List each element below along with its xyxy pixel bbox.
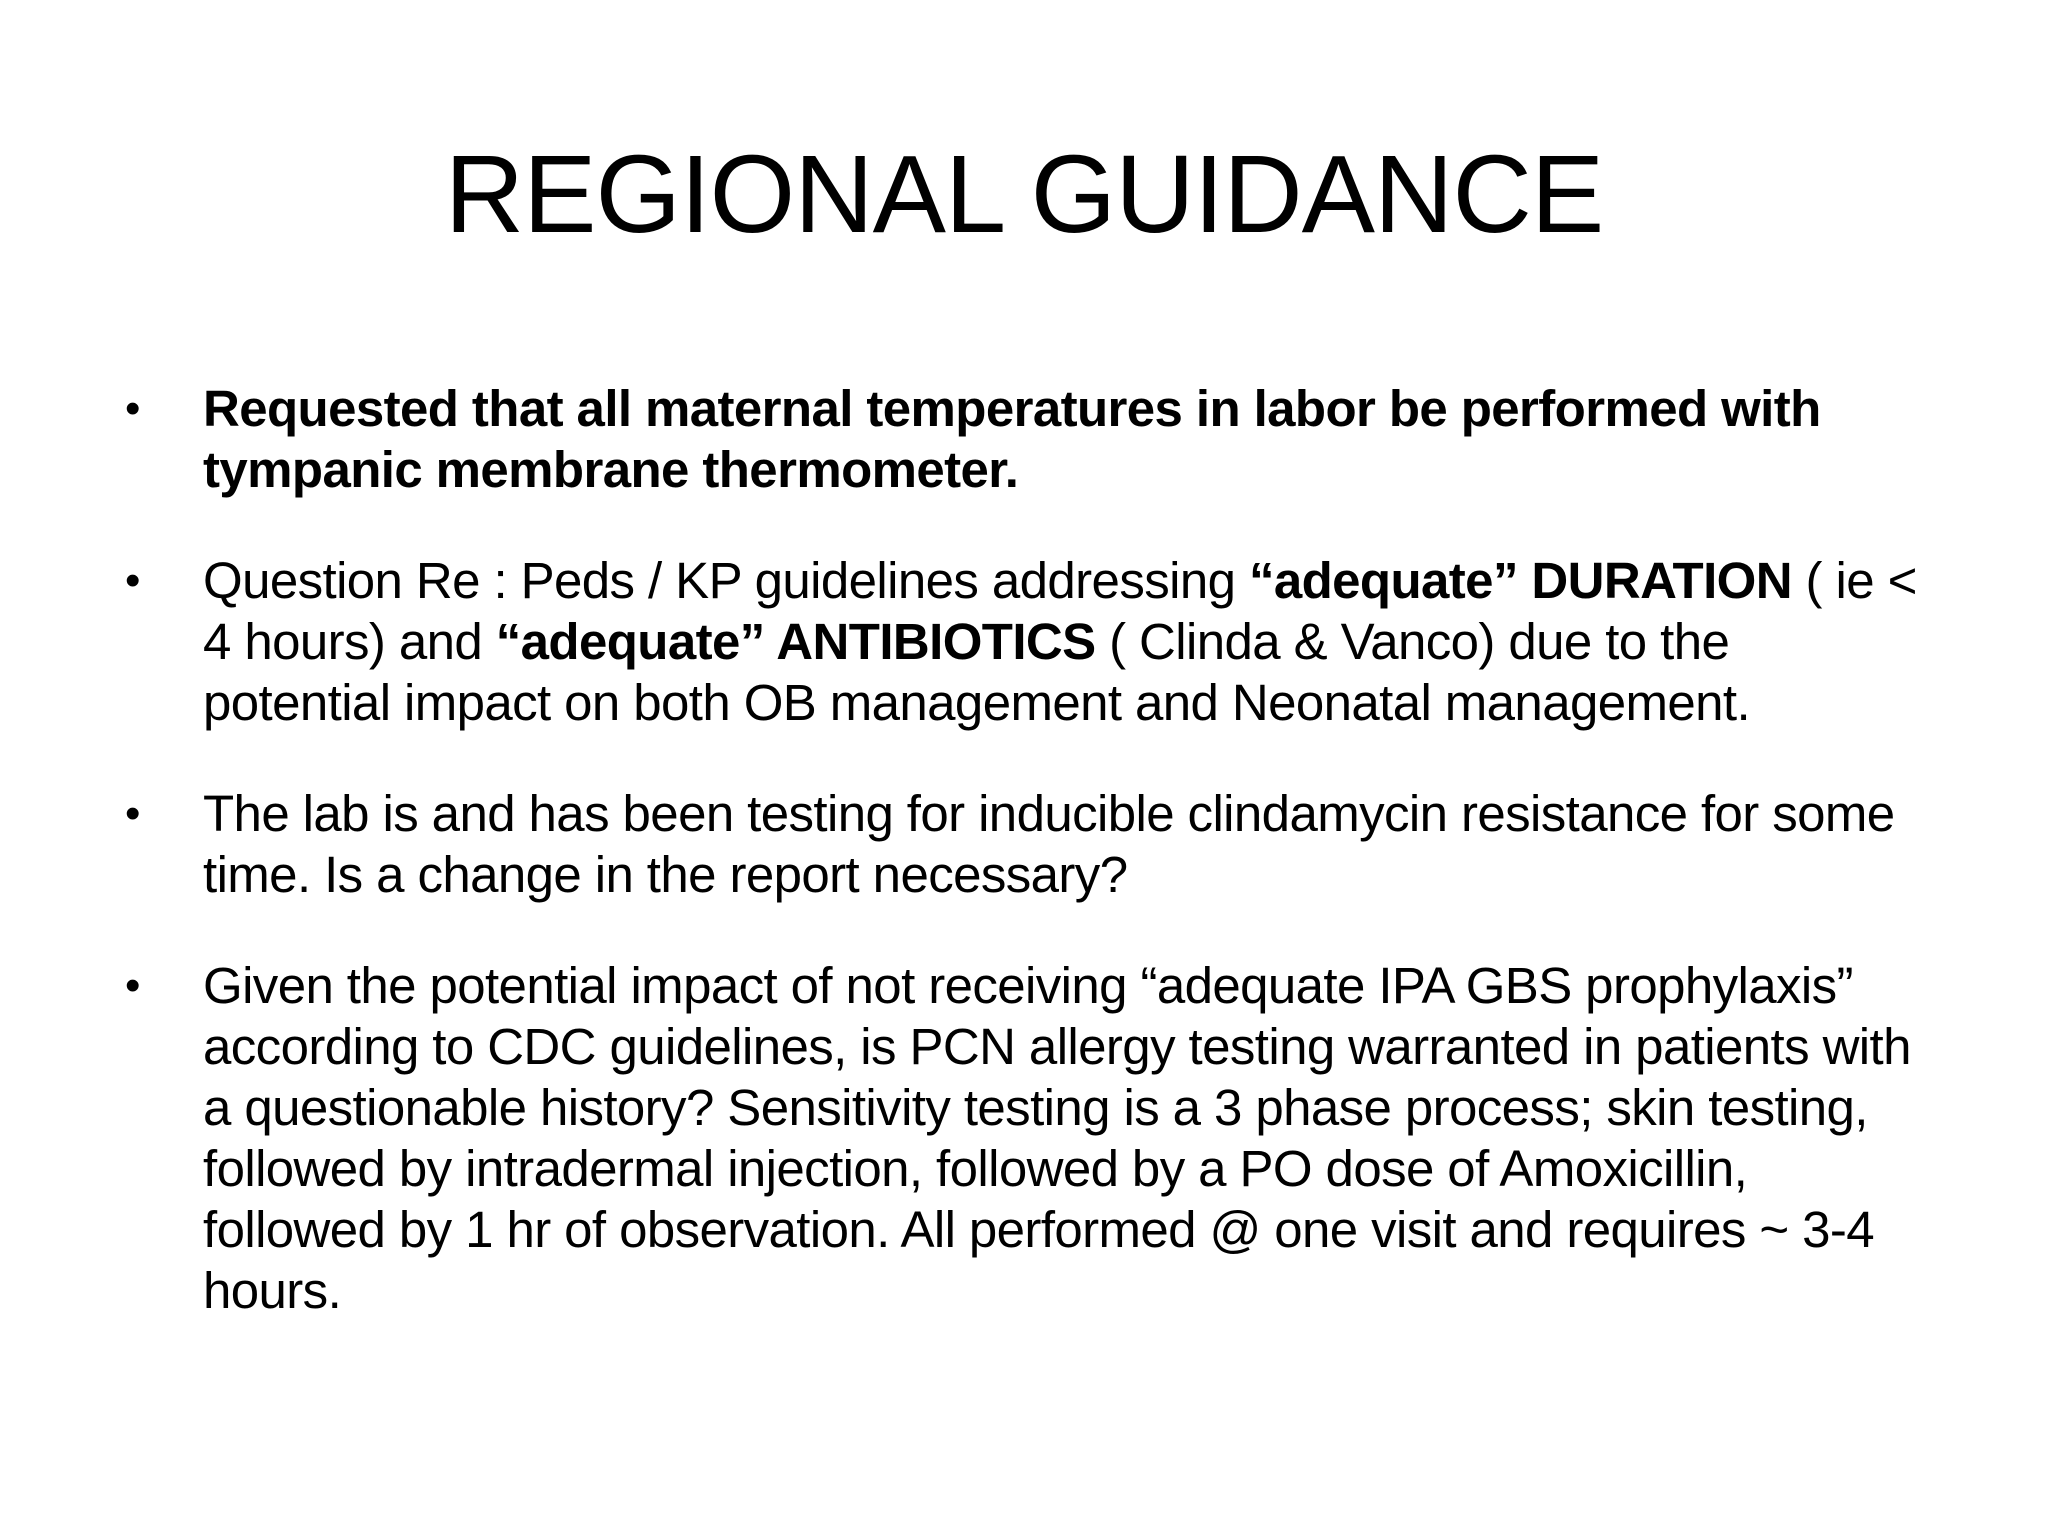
bullet-list — [125, 378, 1925, 1371]
bullet-item — [125, 550, 1925, 733]
bullet-text: Question Re : Peds / KP guidelines addressing — [203, 552, 1249, 609]
bullet-dot-icon: • — [125, 789, 140, 838]
bullet-dot-icon: • — [125, 556, 140, 605]
bullet-text: Requested that all maternal temperatures in labor be performed with tympanic membrane thermometer. — [203, 380, 1821, 498]
slide-title: REGIONAL GUIDANCE — [444, 133, 1604, 256]
bullet-text: ( Clinda & Vanco) due to the potential impact on both OB management and Neonatal management. — [203, 613, 1751, 731]
bullet-item — [125, 378, 1925, 500]
bullet-text-bold: “adequate” ANTIBIOTICS — [495, 613, 1096, 670]
bullet-text-bold: “adequate” DURATION — [1248, 552, 1792, 609]
bullet-dot-icon: • — [125, 961, 140, 1010]
bullet-dot-icon: • — [125, 384, 140, 433]
bullet-item — [125, 783, 1925, 905]
bullet-item — [125, 955, 1925, 1321]
bullet-text: Given the potential impact of not receiving “adequate IPA GBS prophylaxis” according to CDC guidelines, is PCN allergy testing warranted in patients with a questionable history? Sensitivity testing is a 3 phase process; skin testing, followed by intradermal injection, followed by a PO dose of Amoxicillin, followed by 1 hr of observation. All performed @ one visit and requires ~ 3-4 hours. — [203, 957, 1911, 1319]
bullet-text: ( ie < 4 hours) and — [203, 552, 1917, 670]
bullet-text: The lab is and has been testing for inducible clindamycin resistance for some time. Is a change in the report necessary? — [203, 785, 1895, 903]
